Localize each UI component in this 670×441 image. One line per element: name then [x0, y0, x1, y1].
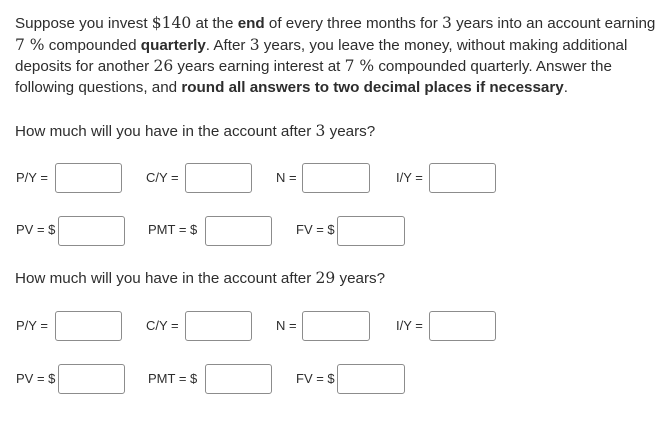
- py-input-2[interactable]: [55, 311, 122, 341]
- py-input-1[interactable]: [55, 163, 122, 193]
- problem-text: years, you leave the money, without making additional: [259, 36, 628, 54]
- investment-years: 3: [249, 35, 260, 54]
- problem-text: years into an account earning: [451, 15, 656, 32]
- question-text: How much will you have in the account after: [15, 123, 316, 140]
- n-input-2[interactable]: [302, 311, 370, 341]
- problem-text: compounded: [44, 36, 141, 54]
- pv-label-1: PV = $: [16, 222, 56, 237]
- investment-amount: $140: [151, 14, 192, 32]
- pmt-input-2[interactable]: [205, 364, 272, 394]
- cy-input-1[interactable]: [185, 163, 252, 193]
- question-text: How much will you have in the account after: [15, 270, 316, 287]
- emphasis-quarterly: quarterly: [140, 36, 206, 54]
- pmt-label-2: PMT = $: [148, 371, 198, 386]
- problem-text: deposits for another: [15, 58, 154, 76]
- question-years: 3: [315, 122, 326, 140]
- interest-rate: 7 %: [15, 35, 45, 54]
- fv-input-2[interactable]: [337, 364, 405, 394]
- additional-years: 26: [153, 57, 174, 76]
- problem-text: .: [563, 78, 568, 96]
- cy-label-1: C/Y =: [146, 170, 179, 185]
- problem-text: . After: [205, 36, 250, 54]
- emphasis-end: end: [237, 15, 265, 32]
- pv-input-2[interactable]: [58, 364, 125, 394]
- problem-text: at the: [191, 15, 238, 32]
- investment-years: 3: [441, 14, 452, 32]
- problem-text: years earning interest at: [173, 58, 345, 76]
- question-text: years?: [325, 123, 376, 140]
- n-input-1[interactable]: [302, 163, 370, 193]
- rounding-instruction: round all answers to two decimal places if necessary: [181, 78, 564, 96]
- cy-label-2: C/Y =: [146, 318, 179, 333]
- problem-text: of every three months for: [264, 15, 442, 32]
- problem-text: following questions, and: [15, 78, 182, 96]
- iy-label-1: I/Y =: [396, 170, 423, 185]
- py-label-1: P/Y =: [16, 170, 48, 185]
- question-text: years?: [335, 270, 386, 287]
- problem-line-1: [15, 13, 670, 35]
- iy-label-2: I/Y =: [396, 318, 423, 333]
- question-1: [15, 122, 375, 140]
- problem-text: Suppose you invest: [15, 15, 152, 32]
- n-label-1: N =: [276, 170, 297, 185]
- iy-input-2[interactable]: [429, 311, 496, 341]
- iy-input-1[interactable]: [429, 163, 496, 193]
- interest-rate: 7 %: [344, 57, 375, 76]
- n-label-2: N =: [276, 318, 297, 333]
- pv-input-1[interactable]: [58, 216, 125, 246]
- problem-line-4: [15, 78, 670, 99]
- pmt-label-1: PMT = $: [148, 222, 198, 237]
- fv-label-1: FV = $: [296, 222, 335, 237]
- question-years: 29: [315, 269, 336, 287]
- cy-input-2[interactable]: [185, 311, 252, 341]
- problem-line-3: [15, 56, 670, 78]
- fv-label-2: FV = $: [296, 371, 335, 386]
- pv-label-2: PV = $: [16, 371, 56, 386]
- fv-input-1[interactable]: [337, 216, 405, 246]
- pmt-input-1[interactable]: [205, 216, 272, 246]
- problem-text: compounded quarterly. Answer the: [374, 58, 612, 76]
- question-2: [15, 269, 385, 287]
- problem-line-2: [15, 35, 670, 57]
- py-label-2: P/Y =: [16, 318, 48, 333]
- problem-statement: [15, 13, 670, 98]
